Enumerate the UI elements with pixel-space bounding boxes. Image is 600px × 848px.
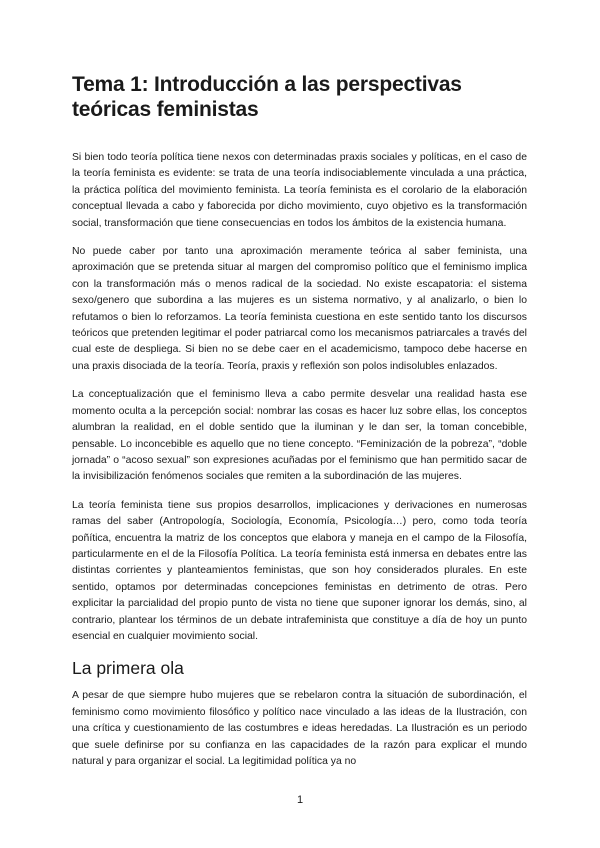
paragraph-branches: La teoría feminista tiene sus propios desarrollos, implicaciones y derivaciones en numerosas ramas del saber (Antropología, Sociología, Economía, Psicología…) pero, como toda teoría poñítica, encuentra la matriz de los conceptos que elabora y maneja en el campo de la Filosofía, particularmente en el de la Filosofía Política. La teoría feminista está inmersa en debates entre las distintas corrientes y planteamientos feministas, que son hoy considerados plurales. En este sentido, optamos por determinadas concepciones feministas en detrimento de otras. Pero explicitar la parcialidad del propio punto de vista no tiene que suponer ignorar los demás, sino, al contrario, plantear los términos de un debate intrafeminista que constituye a día de hoy un punto esencial en cualquier movimiento social. <box>72 499 527 642</box>
paragraph-conceptualization: La conceptualización que el feminismo lleva a cabo permite desvelar una realidad hasta ese momento oculta a la percepción social: nombrar las cosas es hacer luz sobre ellas, los conceptos alumbran la realidad, en el doble sentido que la iluminan y le dan ser, la toman concebible, pensable. Lo inconcebible es aquello que no tiene concepto. “Feminización de la pobreza”, “doble jornada” o “acoso sexual” son expresiones acuñadas por el feminismo que han permitido sacar de la invisibilización fenómenos sociales que remiten a la subordinación de las mujeres. <box>72 389 527 483</box>
paragraph-commitment: No puede caber por tanto una aproximación meramente teórica al saber feminista, una aproximación que se pretenda situar al margen del compromiso político que el feminismo implica con la transformación más o menos radical de la sociedad. No existe escapatoria: el sistema sexo/genero que subordina a las mujeres es un sistema normativo, y al analizarlo, o bien lo refutamos o bien lo reforzamos. La teoría feminista cuestiona en este sentido tanto los discursos teóricos que pretenden legitimar el poder patriarcal como los mecanismos patriarcales a través del cual este de despliega. Si bien no se debe caer en el academicismo, tampoco debe hacerse en una praxis disociada de la teoría. Teoría, praxis y reflexión son polos indisolubles enlazados. <box>72 246 527 372</box>
page-number: 1 <box>296 794 304 806</box>
section-paragraph: A pesar de que siempre hubo mujeres que se rebelaron contra la situación de subordinación, el feminismo como movimiento filosófico y político nace vinculado a las ideas de la Ilustración, con una crítica y cuestionamiento de las costumbres e ideas heredadas. La Ilustración es un periodo que suele definirse por su confianza en las capacidades de la razón para explicar el mundo natural y para organizar el social. La legitimidad política ya no <box>72 690 527 767</box>
page-content <box>72 72 527 782</box>
section-heading: La primera ola <box>72 658 184 679</box>
page-title: Tema 1: Introducción a las perspectivas teóricas feministas <box>72 73 462 121</box>
paragraph-intro: Si bien todo teoría política tiene nexos con determinadas praxis sociales y políticas, en el caso de la teoría feminista es evidente: se trata de una teoría indisociablemente vinculada a una práctica, la práctica política del movimiento feminista. La teoría feminista es el corolario de la elaboración conceptual llevada a cabo y faborecida por dicho movimiento, cuyo objetivo es la transformación social, transformación que tiene consecuencias en todos los ámbitos de la existencia humana. <box>72 152 527 229</box>
